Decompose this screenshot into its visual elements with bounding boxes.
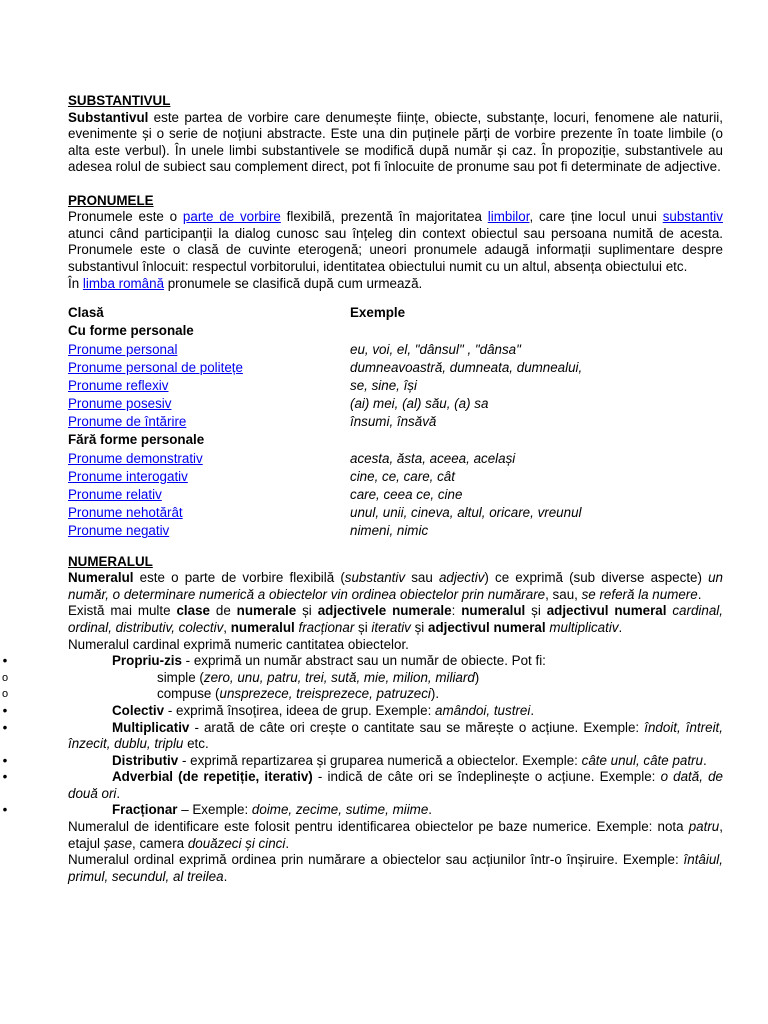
text: . — [702, 752, 707, 768]
text: Numeralul ordinal exprimă ordinea prin numărare a obiectelor sau acțiunilor într-o înșiruire. Exemple: — [68, 852, 684, 868]
paragraph-text: este partea de vorbire care denumește ființe, obiecte, substanțe, locuri, fenomene ale naturii, evenimente și o serie de noțiuni abstracte. Este una din puținele părți de vorbire prezente în toate limbile (o alta este verbul). În unele limbi substantivele se modifică după număr și caz. În propoziție, substantivele au adesea rolul de subiect sau complement direct, pot fi înlocuite de pronume sau pot fi determinate de adjective. — [68, 109, 723, 175]
text: de — [209, 603, 237, 619]
list-item — [2, 769, 724, 802]
list-item — [2, 702, 723, 720]
link-pronume-personal-de-politete[interactable]: Pronume personal de politețe — [68, 359, 243, 375]
text: simple ( — [157, 669, 204, 685]
text: întâiul, primul, secundul, al treilea — [68, 852, 723, 884]
paragraph-numeral-cardinal: Numeralul cardinal exprimă numeric cantitatea obiectelor. — [68, 636, 409, 652]
table-row — [68, 360, 723, 378]
paragraph-pronume — [68, 209, 723, 275]
group-cu-forme-personale: Cu forme personale — [68, 323, 194, 339]
link-pronume-posesiv[interactable]: Pronume posesiv — [68, 396, 172, 412]
example-cell: unul, unii, cineva, altul, oricare, vreunul — [350, 505, 582, 521]
bullet-icon: • — [2, 752, 8, 768]
list-item — [1, 669, 723, 687]
text: – Exemple: — [177, 802, 252, 818]
example-cell: dumneavoastră, dumneata, dumnealui, — [350, 359, 583, 375]
text: atunci când participanții la dialog cunosc sau înțeleg din context obiectul sau persoana numită de acesta. Pronumele este o clasă de cuvinte eterogenă; uneori pronumele adaugă informații suplimentare despre substantivul înlocuit: respectul vorbitorului, identitatea obiectului numit cu un altul, absența obiectului etc. — [68, 225, 723, 274]
text: multiplicativ — [545, 619, 619, 635]
link-pronume-demonstrativ[interactable]: Pronume demonstrativ — [68, 450, 203, 466]
text: , camera — [132, 835, 188, 851]
link-pronume-personal[interactable]: Pronume personal — [68, 341, 178, 357]
column-header-exemple: Exemple — [350, 305, 406, 321]
text: Propriu-zis — [112, 653, 182, 669]
text: numeralul — [230, 619, 295, 635]
text: unsprezece, treisprezece, patruzeci — [219, 686, 431, 702]
text: pronumele se clasifică după cum urmează. — [164, 275, 423, 291]
text: se referă la numere — [581, 586, 698, 602]
example-cell: eu, voi, el, "dânsul" , "dânsa" — [350, 341, 521, 357]
text: , sau, — [545, 586, 582, 602]
example-cell: se, sine, își — [350, 377, 417, 393]
list-item — [2, 752, 723, 770]
paragraph-substantiv — [68, 110, 723, 176]
text: numerale — [236, 603, 297, 619]
text: clase — [176, 603, 210, 619]
text: , care ține locul unui — [529, 209, 663, 225]
text: Distributiv — [112, 752, 179, 768]
text: adjectiv — [438, 570, 485, 586]
term-substantivul: Substantivul — [68, 109, 149, 125]
text: o dată, de două ori — [68, 769, 724, 801]
heading-numeralul: NUMERALUL — [68, 553, 153, 569]
text: iterativ — [371, 619, 411, 635]
text: Există mai multe — [68, 603, 177, 619]
table-row — [68, 396, 723, 414]
text: sau — [405, 570, 439, 586]
text: adjectivul numeral — [546, 603, 667, 619]
heading-substantivul: SUBSTANTIVUL — [68, 93, 171, 108]
text: îndoit, întreit, înzecit, dublu, triplu — [68, 719, 723, 752]
link-pronume-nehotarat[interactable]: Pronume nehotărât — [68, 505, 183, 521]
text: și — [296, 603, 318, 619]
circle-bullet-icon: o — [1, 688, 9, 701]
document-page — [1, 93, 724, 885]
text: flexibilă, prezentă în majoritatea — [280, 209, 488, 225]
link-pronume-relativ[interactable]: Pronume relativ — [68, 487, 162, 502]
text: un număr, o determinare numerică a obiectelor vin ordinea obiectelor prin numărare — [68, 570, 724, 602]
text: câte unul, câte patru — [581, 752, 703, 768]
paragraph-numeral-def — [68, 570, 723, 603]
link-pronume-reflexiv[interactable]: Pronume reflexiv — [68, 377, 169, 393]
text: numeralul — [461, 603, 526, 619]
text: Colectiv — [112, 702, 165, 718]
paragraph-numeral-identificare — [68, 819, 723, 852]
text: fracționar — [294, 619, 355, 635]
heading-pronumele: PRONUMELE — [68, 192, 154, 208]
table-row — [68, 523, 723, 541]
text: . — [116, 785, 121, 801]
text: . — [697, 586, 702, 602]
list-item — [1, 686, 723, 703]
bullet-icon: • — [2, 702, 8, 718]
table-row — [68, 414, 723, 432]
text: - exprimă repartizarea și gruparea numerică a obiectelor. Exemple: — [178, 752, 582, 768]
text: În — [68, 275, 83, 291]
text: și — [525, 603, 547, 619]
text: compuse ( — [157, 686, 220, 702]
text: este o parte de vorbire flexibilă ( — [133, 570, 345, 586]
example-cell: (ai) mei, (al) său, (a) sa — [350, 396, 489, 412]
text: : — [451, 603, 462, 619]
text: Pronumele este o — [68, 209, 183, 225]
example-cell: nimeni, nimic — [350, 523, 429, 539]
text: . — [223, 868, 228, 884]
text: , etajul — [68, 819, 723, 851]
text: . — [285, 835, 290, 851]
bullet-icon: • — [2, 802, 8, 818]
text: - exprimă un număr abstract sau un număr de obiecte. Pot fi: — [181, 653, 546, 669]
text: - exprimă însoțirea, ideea de grup. Exemple: — [164, 702, 436, 718]
text: - arată de câte ori crește o cantitate sau se mărește o acțiune. Exemple: — [189, 719, 645, 735]
link-pronume-de-intarire[interactable]: Pronume de întărire — [68, 414, 187, 430]
text: Fracționar — [112, 802, 178, 818]
example-cell: însumi, însăvă — [350, 414, 437, 430]
text: ) ce exprimă (sub diverse aspecte) — [484, 570, 709, 586]
text: șase — [103, 835, 133, 851]
table-row — [68, 451, 723, 469]
text: adjectivele numerale — [317, 603, 452, 619]
link-limba-romana[interactable]: limba română — [82, 275, 165, 291]
table-row — [68, 469, 723, 487]
text: doime, zecime, sutime, miime — [251, 802, 429, 818]
text: amândoi, tustrei — [435, 702, 531, 718]
bullet-icon: • — [2, 653, 8, 669]
text: și — [354, 619, 372, 635]
text: . — [530, 702, 535, 718]
example-cell: cine, ce, care, cât — [350, 468, 455, 484]
term-numeralul: Numeralul — [68, 570, 134, 586]
bullet-icon: • — [2, 719, 8, 735]
table-row — [68, 342, 723, 360]
text: . — [428, 802, 433, 818]
text: . — [618, 619, 623, 635]
list-item — [2, 653, 723, 670]
text: Adverbial (de repetiție, iterativ) — [112, 769, 313, 785]
example-cell: care, ceea ce, cine — [350, 487, 463, 502]
text: - indică de câte ori se îndeplinește o acțiune. Exemple: — [312, 769, 661, 785]
text: , — [223, 619, 231, 635]
list-item — [2, 802, 723, 819]
link-pronume-interogativ[interactable]: Pronume interogativ — [68, 468, 188, 484]
text: și — [410, 619, 428, 635]
link-pronume-negativ[interactable]: Pronume negativ — [68, 523, 170, 539]
pronoun-table — [68, 305, 723, 541]
group-fara-forme-personale: Fără forme personale — [68, 432, 205, 448]
text: zero, unu, patru, trei, sută, mie, milion, miliard — [203, 669, 475, 685]
text: cardinal, ordinal, distributiv, colectiv — [68, 603, 723, 635]
link-parte-de-vorbire[interactable]: parte de vorbire — [182, 209, 281, 225]
link-limbilor[interactable]: limbilor — [487, 209, 530, 225]
paragraph-pronume-clasificare — [68, 276, 723, 293]
text: patru — [688, 819, 720, 835]
text: douăzeci și cinci — [187, 835, 286, 851]
link-substantiv[interactable]: substantiv — [662, 209, 723, 225]
paragraph-numeral-ordinal — [68, 852, 723, 885]
table-group-row — [68, 432, 723, 450]
list-item — [2, 719, 723, 753]
text: adjectivul numeral — [428, 619, 546, 635]
text: etc. — [183, 736, 209, 752]
column-header-clasa: Clasă — [68, 305, 104, 321]
bullet-icon: • — [2, 769, 8, 785]
text: Multiplicativ — [112, 719, 190, 735]
paragraph-numeral-clase — [68, 603, 723, 636]
text: Numeralul de identificare este folosit pentru identificarea obiectelor pe baze numerice. Exemple: nota — [68, 819, 689, 835]
table-row — [68, 378, 723, 396]
example-cell: acesta, ăsta, aceea, același — [350, 450, 516, 466]
table-row — [68, 487, 723, 505]
table-row — [68, 505, 723, 523]
table-header-row — [68, 305, 723, 323]
circle-bullet-icon: o — [1, 671, 9, 684]
text: substantiv — [344, 570, 406, 586]
text: ). — [430, 686, 440, 702]
text: ) — [474, 669, 480, 685]
table-group-row — [68, 323, 723, 341]
